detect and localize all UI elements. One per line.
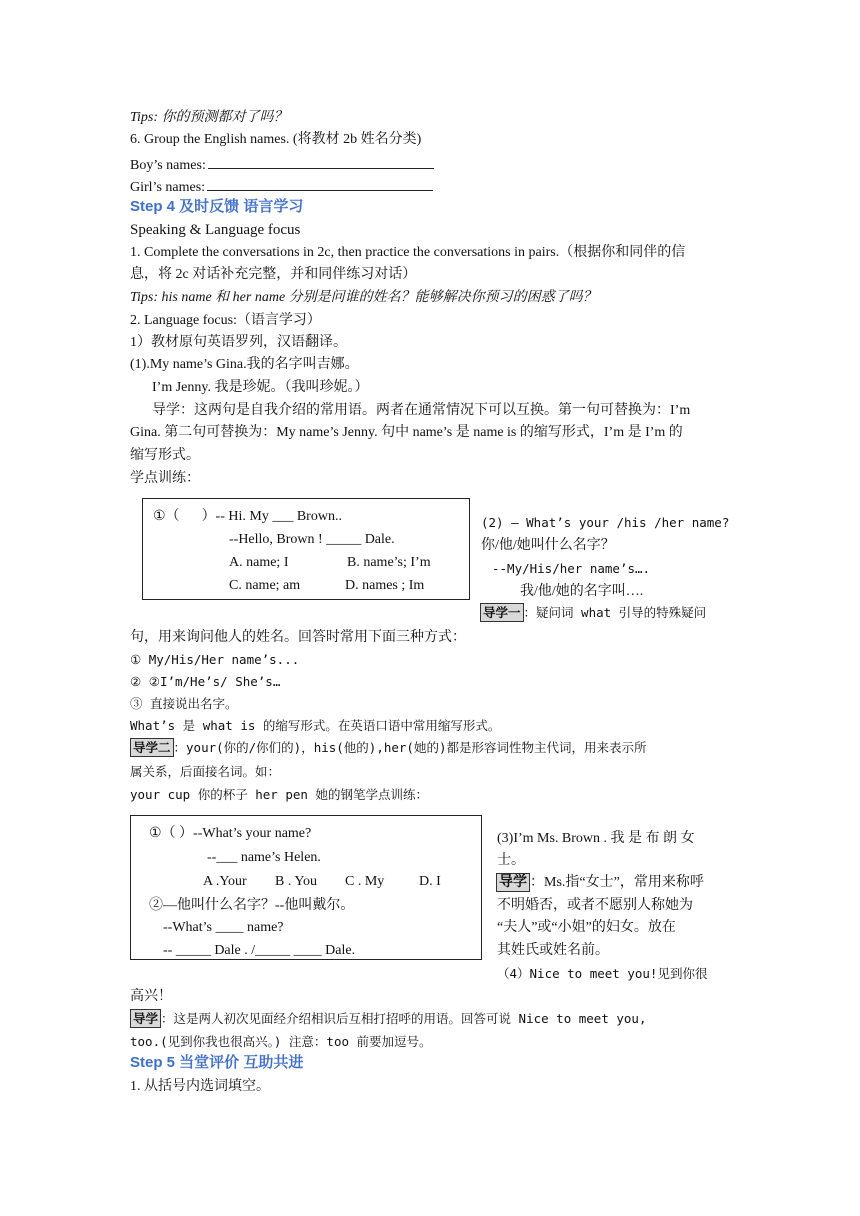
question-6: 6. Group the English names. (将教材 2b 姓名分类)	[130, 132, 422, 147]
tips-line: Tips: 你的预测都对了吗？	[130, 110, 288, 125]
girls-names-line	[130, 176, 433, 198]
right-col-line4: 我/他/她的名字叫….	[520, 584, 644, 599]
right-col-line2: 你/他/她叫什么名字？	[481, 538, 615, 553]
sentence-1b: I’m Jenny. 我是珍妮。（我叫珍妮。）	[152, 380, 369, 395]
exercise-box-2	[130, 815, 482, 960]
right-col-line9: “夫人”或“小姐”的妇女。放在	[497, 920, 676, 935]
guide-1-line3: 缩写形式。	[130, 448, 200, 463]
right-col-line6: 士。	[497, 853, 525, 868]
box2-option-b: B . You	[275, 874, 318, 889]
guide-two-text: ：your(你的/你们的)，his(他的),her(她的)都是形容词性物主代词，用来表示所	[173, 740, 647, 755]
box1-question: ）-- Hi. My ___ Brown..	[201, 509, 342, 524]
language-focus-1: 1）教材原句英语罗列，汉语翻译。	[130, 335, 347, 350]
step4-heading: Step 4 及时反馈 语言学习	[130, 198, 304, 215]
boys-names-label: Boy’s names:	[130, 158, 206, 173]
guide-ms-label: 导学	[496, 873, 530, 892]
right-col-line11: （4）Nice to meet you!见到你很	[497, 966, 708, 981]
way-2: ② ②I’m/He’s/ She’s…	[130, 674, 281, 689]
box2-line1: ①（ ）--What’s your name?	[149, 826, 312, 841]
practice-label-1: 学点训练：	[130, 471, 200, 486]
box1-option-a: A. name; I	[229, 555, 289, 570]
guide-nice-line	[130, 1009, 646, 1029]
box2-line2: --___ name’s Helen.	[207, 850, 321, 865]
box1-option-b: B. name’s; I’m	[347, 555, 431, 570]
para1-line2: 息，将 2c 对话补充完整，并和同伴练习对话）	[130, 267, 417, 282]
exercise-1: 1. 从括号内选词填空。	[130, 1079, 270, 1094]
box1-option-c: C. name; am	[229, 578, 301, 593]
way-3: ③ 直接说出名字。	[130, 696, 238, 711]
box1-line2: --Hello, Brown ! _____ Dale.	[229, 532, 395, 547]
box1-option-d: D. names ; Im	[345, 578, 425, 593]
right-col-line5: (3)I’m Ms. Brown . 我 是 布 朗 女	[497, 831, 695, 846]
guide-1-line2: Gina. 第二句可替换为：My name’s Jenny. 句中 name’s 是 name is 的缩写形式，I’m 是 I’m 的	[130, 425, 683, 440]
example-line: your cup 你的杯子 her pen 她的钢笔学点训练：	[130, 787, 428, 802]
language-focus: 2. Language focus:（语言学习）	[130, 313, 321, 328]
right-col-line8: 不明婚否，或者不愿别人称她为	[497, 898, 693, 913]
box2-line6: -- _____ Dale . /_____ ____ Dale.	[163, 943, 356, 958]
glad-line: 高兴！	[130, 989, 172, 1004]
guide-one-line2: 句，用来询问他人的姓名。回答时常用下面三种方式：	[130, 630, 466, 645]
tips2-line: Tips: his name 和 her name 分别是问谁的姓名？能够解决你预习的困惑了吗？	[130, 290, 597, 305]
guide-one-text: ：疑问词 what 引导的特殊疑问	[523, 605, 707, 620]
guide-one-label: 导学一	[480, 603, 524, 622]
box2-option-a: A .Your	[203, 874, 247, 889]
guide-nice-line2: too.(见到你我也很高兴。) 注意：too 前要加逗号。	[130, 1034, 432, 1049]
guide-one-line	[480, 603, 706, 623]
step5-heading: Step 5 当堂评价 互助共进	[130, 1054, 304, 1071]
right-col-line3: --My/His/her name’s….	[492, 561, 651, 576]
way-1: ① My/His/Her name’s...	[130, 652, 300, 667]
para1-line1: 1. Complete the conversations in 2c, then practice the conversations in pairs.（根据你和同伴的信	[130, 245, 686, 260]
speaking-heading: Speaking & Language focus	[130, 222, 301, 238]
guide-ms-text: ：Ms.指“女士”，常用来称呼	[530, 875, 704, 890]
box2-line5: --What’s ____ name?	[163, 920, 284, 935]
exercise-box-1	[142, 498, 470, 600]
whats-note: What’s 是 what is 的缩写形式。在英语口语中常用缩写形式。	[130, 718, 501, 733]
girls-names-blank	[207, 176, 433, 191]
guide-ms-line	[496, 873, 704, 893]
guide-two-label: 导学二	[130, 738, 174, 757]
right-col-line1: (2) – What’s your /his /her name?	[481, 515, 730, 530]
box1-line1	[153, 507, 342, 527]
guide-nice-label: 导学	[130, 1009, 161, 1028]
guide-two-line	[130, 738, 646, 758]
sentence-1: (1).My name’s Gina.我的名字叫吉娜。	[130, 357, 359, 372]
guide-1-line1: 导学：这两句是自我介绍的常用语。两者在通常情况下可以互换。第一句可替换为：I’m	[152, 403, 691, 418]
guide-two-line2: 属关系，后面接名词。如：	[130, 764, 281, 779]
boys-names-blank	[208, 154, 434, 169]
right-col-line10: 其姓氏或姓名前。	[497, 943, 609, 958]
box1-bracket: ①（	[153, 509, 180, 524]
girls-names-label: Girl’s names:	[130, 180, 206, 195]
box2-option-d: D. I	[419, 874, 441, 889]
box2-line4: ②—他叫什么名字？--他叫戴尔。	[149, 898, 355, 913]
box2-option-c: C . My	[345, 874, 385, 889]
guide-nice-text: ：这是两人初次见面经介绍相识后互相打招呼的用语。回答可说 Nice to meet you,	[161, 1011, 647, 1026]
boys-names-line	[130, 154, 434, 176]
